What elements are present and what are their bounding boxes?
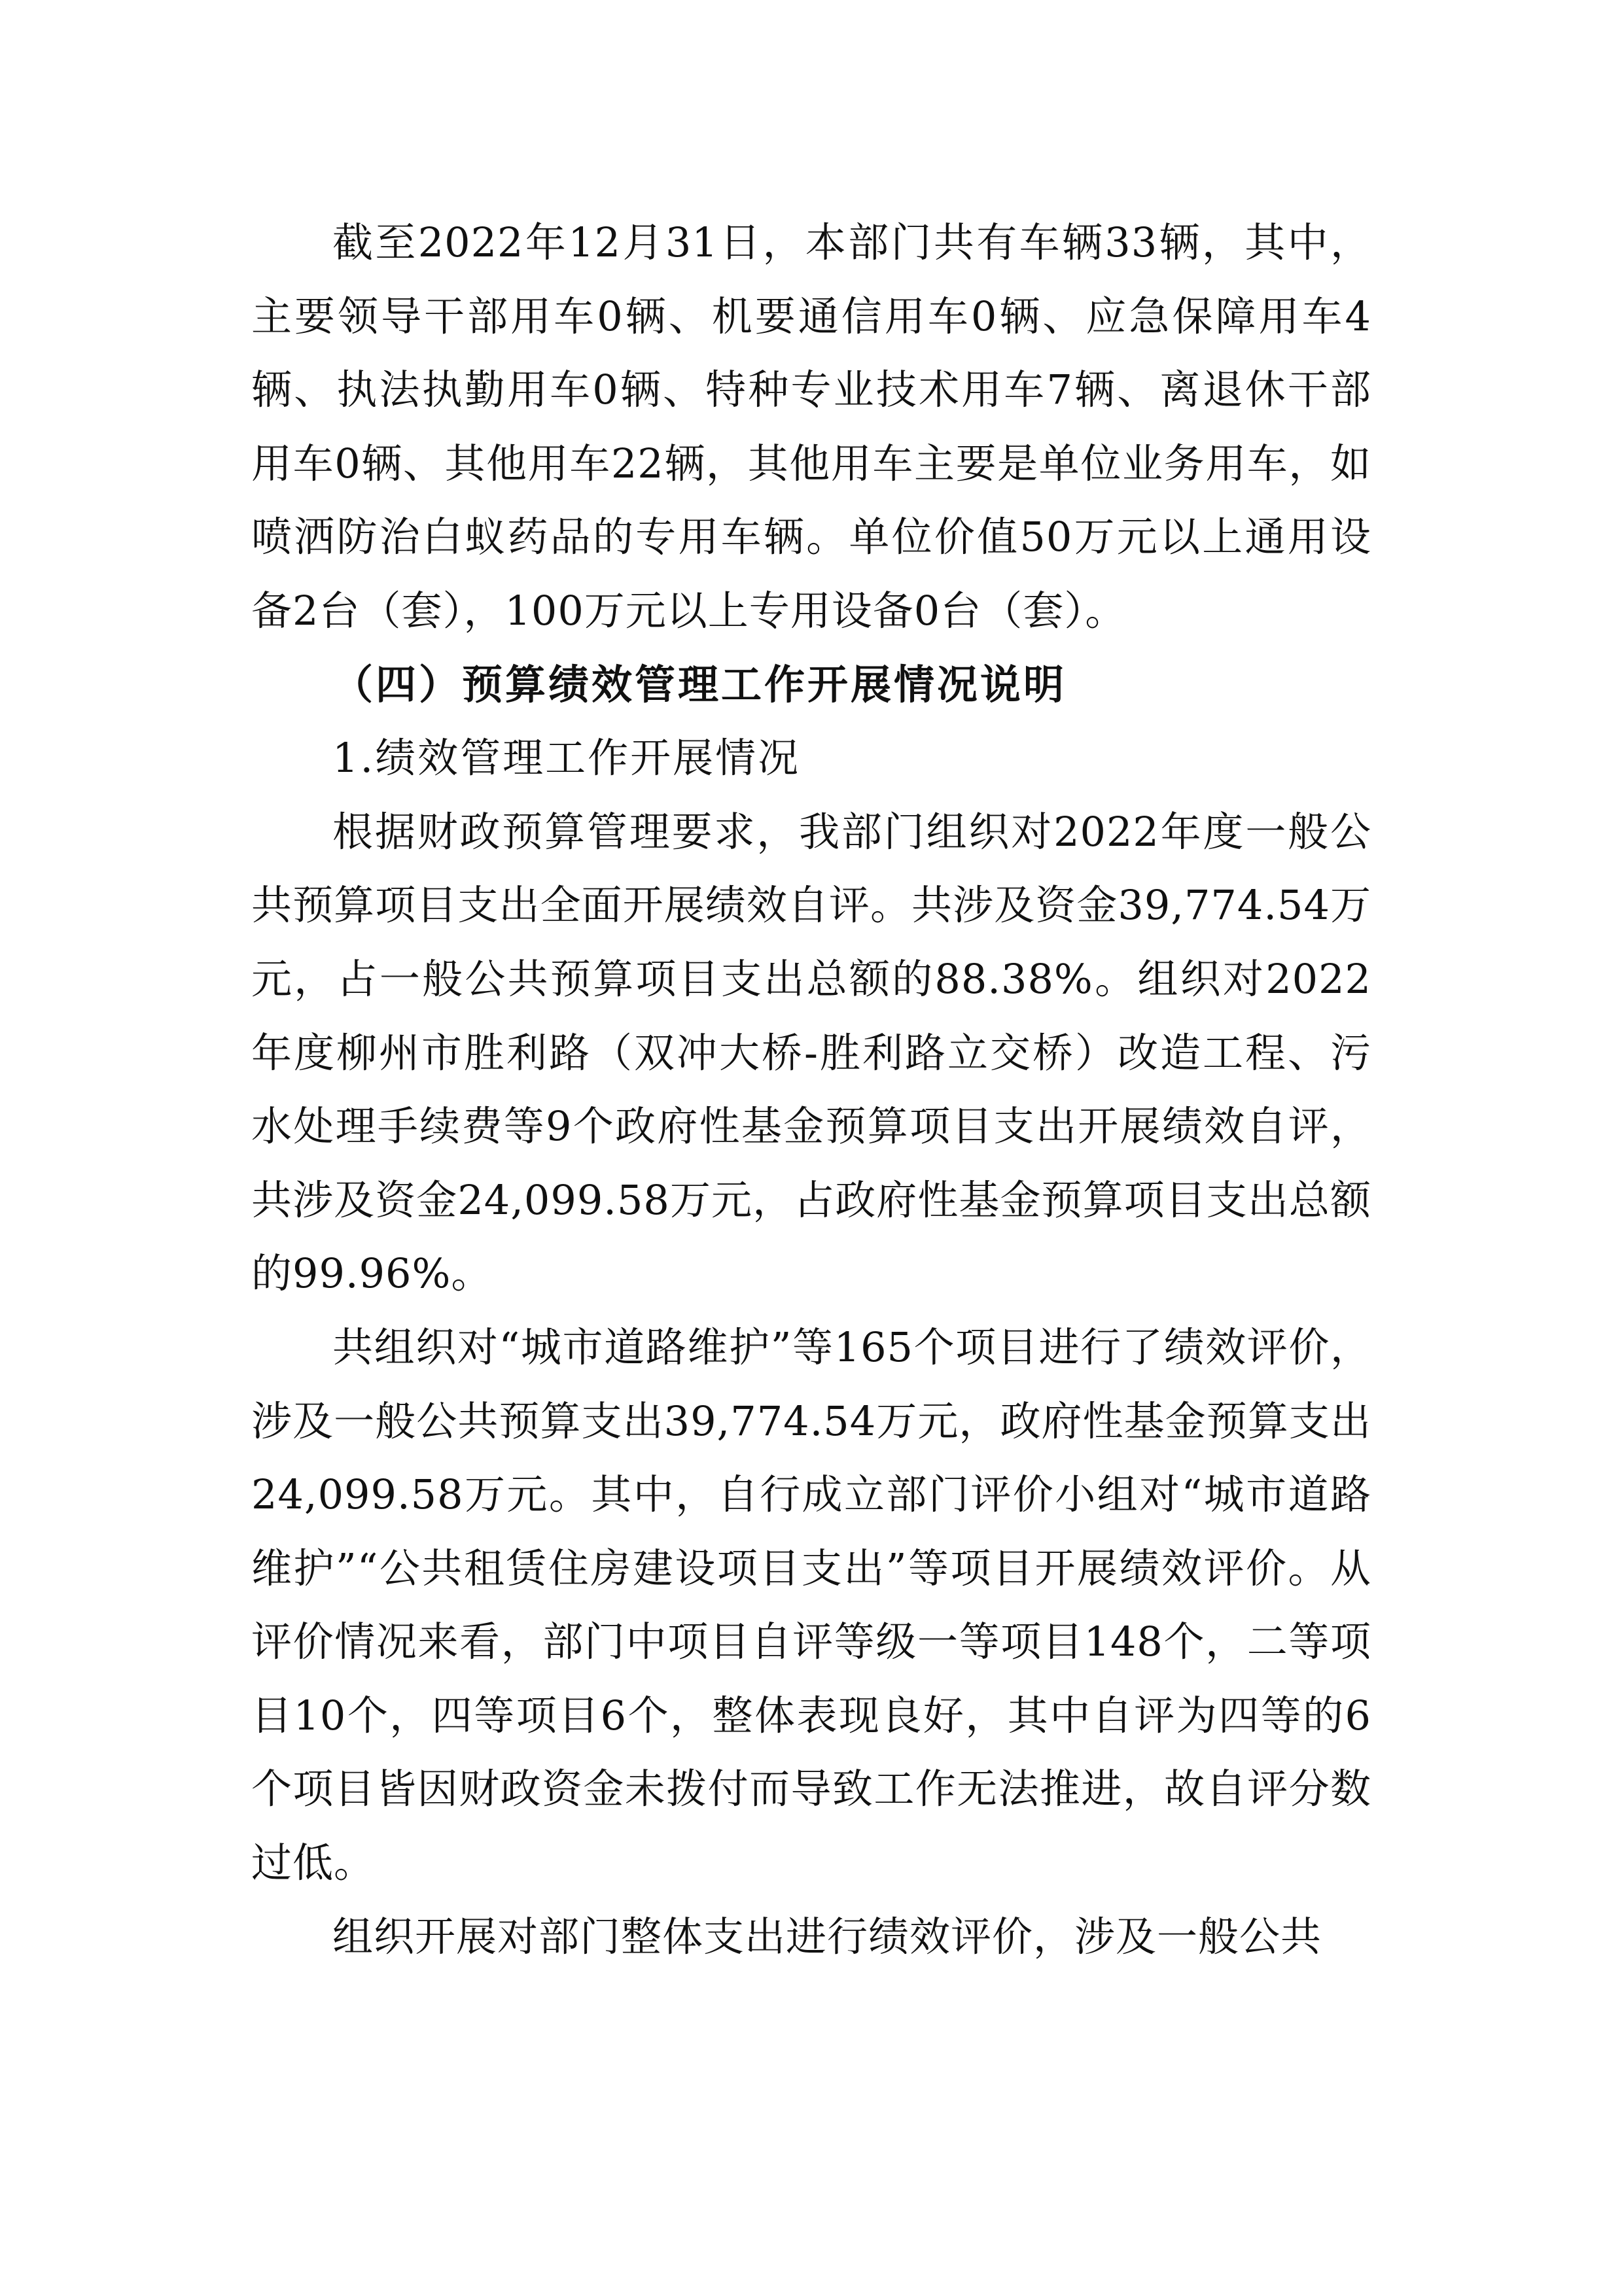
paragraph-self-evaluation: 根据财政预算管理要求，我部门组织对2022年度一般公共预算项目支出全面开展绩效自评。共涉及资金39,774.54万元，占一般公共预算项目支出总额的88.38%。组织对2022年度柳州市胜利路（双冲大桥-胜利路立交桥）改造工程、污水处理手续费等9个政府性基金预算项目支出开展绩效自评，共涉及资金24,099.58万元，占政府性基金预算项目支出总额的99.96%。 xyxy=(251,807,1371,1298)
section-heading: （四）预算绩效管理工作开展情况说明 xyxy=(332,660,1067,708)
paragraph-project-evaluation: 共组织对“城市道路维护”等165个项目进行了绩效评价，涉及一般公共预算支出39,774.54万元，政府性基金预算支出24,099.58万元。其中，自行成立部门评价小组对“城市道路维护”“公共租赁住房建设项目支出”等项目开展绩效评价。从评价情况来看，部门中项目自评等级一等项目148个，二等项目10个，四等项目6个，整体表现良好，其中自评为四等的6个项目皆因财政资金未拨付而导致工作无法推进，故自评分数过低。 xyxy=(251,1323,1371,1887)
paragraph-vehicles: 截至2022年12月31日，本部门共有车辆33辆，其中，主要领导干部用车0辆、机要通信用车0辆、应急保障用车4辆、执法执勤用车0辆、特种专业技术用车7辆、离退休干部用车0辆、其他用车22辆，其他用车主要是单位业务用车，如喷洒防治白蚁药品的专用车辆。单位价值50万元以上通用设备2台（套），100万元以上专用设备0台（套）。 xyxy=(251,218,1371,635)
document-body xyxy=(251,206,1371,1974)
subsection-heading: 1.绩效管理工作开展情况 xyxy=(332,734,801,782)
paragraph-overall-evaluation: 组织开展对部门整体支出进行绩效评价，涉及一般公共 xyxy=(332,1912,1322,1960)
